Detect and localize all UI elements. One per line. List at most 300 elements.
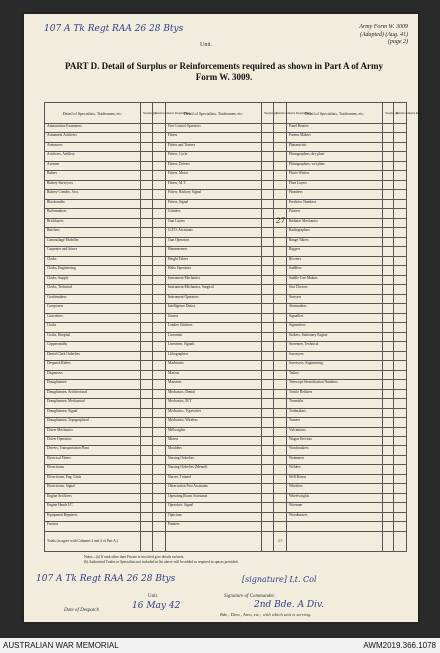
surplus-cell: [383, 361, 394, 370]
table-row: [45, 436, 407, 445]
specialist-name: Bakers: [45, 171, 141, 180]
specialist-name: Fitters, Cycle: [166, 152, 262, 161]
specialist-name: Machinists: [166, 361, 262, 370]
reinforcement-cell: [274, 427, 287, 436]
reinforcement-cell: [274, 237, 287, 246]
table-row: [45, 408, 407, 417]
specialist-name: Opticians: [166, 512, 262, 521]
reinforcement-cell: [394, 474, 407, 483]
reinforcement-cell: [153, 256, 166, 265]
specialist-name: Moulders: [166, 446, 262, 455]
specialist-name: Mechanics, Dental: [166, 389, 262, 398]
handwritten-unit-bottom: 107 A Tk Regt RAA 26 28 Btys: [36, 574, 176, 584]
handwritten-unit-top: 107 A Tk Regt RAA 26 28 Btys: [44, 24, 184, 34]
reinforcement-cell: [274, 380, 287, 389]
specialist-name: Draughtsmen, Signal: [45, 408, 141, 417]
specialist-name: Draughtsmen, Mechanical: [45, 399, 141, 408]
specialist-name: Despatch Riders: [45, 361, 141, 370]
specialist-name: Painters: [166, 522, 262, 532]
surplus-cell: [141, 152, 153, 161]
specialist-name: Riggers: [287, 247, 383, 256]
specialist-name: Surveyors, Engineering: [287, 361, 383, 370]
reinforcement-cell: [274, 275, 287, 284]
brigade-division: 2nd Bde. A Div.: [254, 600, 324, 610]
specialist-name: Watchmakers: [287, 446, 383, 455]
reinforcement-cell: [153, 180, 166, 189]
table-row: [45, 247, 407, 256]
reinforcement-cell: [394, 399, 407, 408]
specialist-name: Battery Comdrs. Asst.: [45, 190, 141, 199]
specialist-name: Wheelwrights: [287, 493, 383, 502]
table-row: [45, 399, 407, 408]
reinforcement-cell: [274, 484, 287, 493]
reinforcement-cell: [274, 161, 287, 170]
specialist-name: Masons: [166, 370, 262, 379]
specialist-name: Wagon Erectors: [287, 436, 383, 445]
surplus-cell: [383, 142, 394, 151]
specialist-name: Pharmacists: [287, 142, 383, 151]
specialist-name: Saddle Tree Makers: [287, 275, 383, 284]
reinforcement-cell: [153, 275, 166, 284]
specialist-name: Draughtsmen, Topographical: [45, 418, 141, 427]
surplus-cell: [383, 399, 394, 408]
specialist-name: Armament Artificers: [45, 133, 141, 142]
surplus-cell: [262, 342, 274, 351]
reinforcement-cell: [394, 304, 407, 313]
specialist-name: Cooks, Hospital: [45, 332, 141, 341]
reinforcement-cell: [394, 209, 407, 218]
specialist-name: Operating Room Assistants: [166, 493, 262, 502]
table-row: [45, 370, 407, 379]
reinforcement-cell: [394, 455, 407, 464]
reinforcement-cell: [394, 142, 407, 151]
surplus-cell: [383, 342, 394, 351]
unit-label: Unit.: [200, 42, 213, 48]
reinforcement-cell: [153, 218, 166, 227]
specialist-name: Electricians, Signal: [45, 484, 141, 493]
reinforcement-cell: [153, 361, 166, 370]
surplus-cell: [141, 323, 153, 332]
specialist-name: Well Borers: [287, 474, 383, 483]
surplus-cell: [383, 503, 394, 512]
reinforcement-cell: [394, 465, 407, 474]
reinforcement-cell: [153, 313, 166, 322]
table-row: [45, 190, 407, 199]
reinforcement-cell: [153, 351, 166, 360]
surplus-cell: [262, 503, 274, 512]
reinforcement-cell: [394, 247, 407, 256]
specialist-name: [287, 522, 383, 532]
reinforcement-cell: [274, 436, 287, 445]
specialist-name: Predictor Numbers: [287, 199, 383, 208]
surplus-cell: [262, 171, 274, 180]
surplus-cell: [141, 171, 153, 180]
note-line: (b) Authorised Trades or Specialists not included in list above will be added as required in spaces provided.: [84, 560, 239, 564]
specialist-name: Carpenter and Joiner: [45, 247, 141, 256]
specialist-name: Stokers, Stationary Engine: [287, 332, 383, 341]
dispatch-label: Date of Despatch: [64, 608, 99, 613]
reinf-header: Reinforcements Required (b): [274, 103, 287, 124]
surplus-cell: [262, 218, 274, 227]
reinforcement-cell: [274, 247, 287, 256]
surplus-cell: [262, 484, 274, 493]
specialist-name: Photographers, dry plate: [287, 152, 383, 161]
specialist-name: Sawyers: [287, 294, 383, 303]
table-row: [45, 474, 407, 483]
reinforcement-cell: [153, 209, 166, 218]
specialist-name: Fitters and Turners: [166, 142, 262, 151]
specialist-name: Saw Doctors: [287, 285, 383, 294]
reinforcement-cell: [394, 171, 407, 180]
surplus-cell: [262, 408, 274, 417]
specialist-name: Engine Artificers: [45, 493, 141, 502]
surplus-cell: [383, 275, 394, 284]
specialist-name: Helio Operators: [166, 266, 262, 275]
table-row: [45, 380, 407, 389]
specialist-name: Butchers: [45, 228, 141, 237]
reinforcement-cell: [274, 313, 287, 322]
surplus-cell: [383, 247, 394, 256]
reinforcement-cell: [394, 332, 407, 341]
specialist-name: Draughtsmen, Architectural: [45, 389, 141, 398]
specialist-name: Leather Stitchers: [166, 323, 262, 332]
surplus-cell: [262, 209, 274, 218]
surplus-cell: [383, 237, 394, 246]
surplus-cell: [383, 304, 394, 313]
reinforcement-cell: [394, 228, 407, 237]
note-line: Notes—(a) If rank other than Private is involved give details on back.: [84, 555, 185, 559]
reinforcement-cell: [274, 370, 287, 379]
reinforcement-cell: [394, 180, 407, 189]
specialist-name: Bricklayers: [45, 218, 141, 227]
table-row: [45, 323, 407, 332]
surplus-cell: [383, 522, 394, 532]
reinforcement-cell: [274, 304, 287, 313]
surplus-cell: [383, 294, 394, 303]
surplus-cell: [262, 522, 274, 532]
surplus-cell: [383, 218, 394, 227]
reinforcement-cell: [274, 266, 287, 275]
reinforcement-cell: [153, 389, 166, 398]
reinforcement-cell: [394, 522, 407, 532]
reinforcement-cell: [394, 389, 407, 398]
specialist-name: Artificers, Artillery: [45, 152, 141, 161]
surplus-cell: [383, 436, 394, 445]
surplus-cell: [141, 124, 153, 133]
reinforcement-cell: 27: [274, 218, 287, 227]
totals-required: 27: [274, 532, 287, 552]
reinforcement-cell: [394, 294, 407, 303]
surplus-cell: [141, 370, 153, 379]
specialist-name: Equipment Repairers: [45, 512, 141, 521]
specialist-name: Wiremen: [287, 503, 383, 512]
reinforcement-cell: [394, 218, 407, 227]
surplus-cell: [383, 380, 394, 389]
reinforcement-cell: [394, 484, 407, 493]
table-row: [45, 522, 407, 532]
reinforcement-cell: [153, 493, 166, 502]
reinforcement-cell: [394, 256, 407, 265]
form-sheet: [24, 14, 431, 622]
form-ref-line: (page 2): [387, 39, 408, 45]
specialist-name: Composers: [45, 304, 141, 313]
specialist-name: Miners: [166, 436, 262, 445]
specialist-name: Dispensers: [45, 370, 141, 379]
table-row: [45, 266, 407, 275]
reinforcement-cell: [274, 171, 287, 180]
surplus-cell: [383, 171, 394, 180]
surplus-cell: [262, 418, 274, 427]
surplus-cell: [141, 474, 153, 483]
specialist-name: Panel Beaters: [287, 124, 383, 133]
surplus-cell: [141, 190, 153, 199]
reinforcement-cell: [274, 522, 287, 532]
surplus-cell: [141, 199, 153, 208]
table-row: [45, 361, 407, 370]
totals-cell: [262, 532, 274, 552]
specialist-name: Printers: [287, 209, 383, 218]
reinforcement-cell: [153, 436, 166, 445]
surplus-cell: [262, 256, 274, 265]
specialist-name: Armourers: [45, 142, 141, 151]
reinforcement-cell: [394, 351, 407, 360]
surplus-cell: [383, 285, 394, 294]
surplus-cell: [383, 351, 394, 360]
specialists-table: [44, 102, 431, 552]
surplus-cell: [383, 313, 394, 322]
surplus-cell: [262, 493, 274, 502]
reinforcement-cell: [153, 455, 166, 464]
specialist-name: Battery Surveyors: [45, 180, 141, 189]
surplus-cell: [141, 455, 153, 464]
reinforcement-cell: [153, 522, 166, 532]
reinforcement-cell: [394, 133, 407, 142]
surplus-cell: [262, 285, 274, 294]
reinforcement-cell: [153, 332, 166, 341]
specialist-name: Cooks: [45, 323, 141, 332]
surplus-cell: [141, 304, 153, 313]
specialist-name: Plate Layers: [287, 180, 383, 189]
totals-row: [45, 532, 407, 552]
specialist-name: Height Takers: [166, 256, 262, 265]
specialist-name: G.P.O. Assistants: [166, 228, 262, 237]
reinforcement-cell: [153, 399, 166, 408]
reinforcement-cell: [153, 484, 166, 493]
surplus-header: Surplus (a): [262, 103, 274, 124]
table-row: [45, 427, 407, 436]
table-row: [45, 285, 407, 294]
reinforcement-cell: [394, 237, 407, 246]
reinforcement-cell: [274, 503, 287, 512]
reinforcement-cell: [274, 285, 287, 294]
specialist-name: Fitters, M.T.: [166, 180, 262, 189]
specialist-name: Driver Mechanics: [45, 427, 141, 436]
specialist-name: Millwrights: [166, 427, 262, 436]
specialist-name: Storemen, Technical: [287, 342, 383, 351]
specialist-name: Watermen: [287, 455, 383, 464]
table-row: [45, 389, 407, 398]
specialist-name: Turners: [287, 418, 383, 427]
specialist-name: Pattern Makers: [287, 133, 383, 142]
reinforcement-cell: [153, 124, 166, 133]
reinforcement-cell: [153, 228, 166, 237]
reinforcement-cell: [274, 142, 287, 151]
reinforcement-cell: [394, 503, 407, 512]
reinforcement-cell: [153, 237, 166, 246]
surplus-cell: [383, 152, 394, 161]
surplus-cell: [141, 256, 153, 265]
specialist-name: Instrument Operators: [166, 294, 262, 303]
form-ref-line: (Adapted) (Aug. 41): [359, 31, 408, 38]
totals-cell: [166, 532, 262, 552]
surplus-cell: [141, 180, 153, 189]
reinforcement-cell: [153, 285, 166, 294]
reinforcement-cell: [153, 199, 166, 208]
archive-name: AUSTRALIAN WAR MEMORIAL: [3, 641, 119, 650]
specialist-name: Woodturners: [287, 512, 383, 521]
surplus-cell: [141, 237, 153, 246]
reinforcement-cell: [274, 408, 287, 417]
table-row: [45, 171, 407, 180]
surplus-cell: [383, 408, 394, 417]
table-row: [45, 313, 407, 322]
reinforcement-cell: [394, 446, 407, 455]
table-row: [45, 304, 407, 313]
table-row: [45, 512, 407, 521]
specialist-name: Engine Hands I/C: [45, 503, 141, 512]
surplus-cell: [383, 209, 394, 218]
reinf-header: Reinforcements Required (b): [394, 103, 407, 124]
reinforcement-cell: [153, 380, 166, 389]
specialist-name: Clerks, Technical: [45, 285, 141, 294]
reinforcement-cell: [153, 323, 166, 332]
specialist-name: Gun Layers: [166, 218, 262, 227]
spec-header: Detail of Specialists, Tradesmen, etc.: [287, 103, 383, 124]
specialist-name: Farriers: [45, 522, 141, 532]
surplus-cell: [141, 399, 153, 408]
reinforcement-cell: [274, 152, 287, 161]
surplus-cell: [262, 190, 274, 199]
surplus-cell: [262, 237, 274, 246]
totals-cell: [141, 532, 153, 552]
surplus-cell: [262, 124, 274, 133]
specialist-name: Clerks: [45, 256, 141, 265]
surplus-cell: [141, 380, 153, 389]
surplus-cell: [383, 256, 394, 265]
surplus-cell: [383, 266, 394, 275]
table-row: [45, 418, 407, 427]
reinforcement-cell: [153, 370, 166, 379]
specialist-name: Surveyors: [287, 351, 383, 360]
reinforcement-cell: [394, 361, 407, 370]
reinforcement-cell: [153, 304, 166, 313]
specialist-name: Electrical Fitters: [45, 455, 141, 464]
reinforcement-cell: [274, 342, 287, 351]
table-row: [45, 161, 407, 170]
totals-cell: [153, 532, 166, 552]
reinforcement-cell: [394, 370, 407, 379]
specialist-name: Mechanics, Wireless: [166, 418, 262, 427]
surplus-cell: [141, 218, 153, 227]
specialist-name: Tailors: [287, 370, 383, 379]
table-row: [45, 503, 407, 512]
reinforcement-cell: [394, 408, 407, 417]
reinforcement-cell: [153, 418, 166, 427]
surplus-cell: [383, 190, 394, 199]
surplus-cell: [141, 351, 153, 360]
reinforcement-cell: [394, 124, 407, 133]
surplus-cell: [262, 361, 274, 370]
table-header-row: [45, 103, 407, 124]
reinforcement-cell: [153, 190, 166, 199]
specialist-name: Intelligence Duties: [166, 304, 262, 313]
specialist-name: Instrument Mechanics: [166, 275, 262, 284]
reinforcement-cell: [394, 427, 407, 436]
reinforcement-cell: [274, 190, 287, 199]
table-row: [45, 275, 407, 284]
surplus-cell: [262, 427, 274, 436]
surplus-cell: [141, 161, 153, 170]
table-row: [45, 256, 407, 265]
reinforcement-cell: [274, 124, 287, 133]
spec-header: Detail of Specialists, Tradesmen, etc.: [45, 103, 141, 124]
surplus-cell: [262, 161, 274, 170]
brigade-label: Bde., Divn., Area, etc., with which unit is serving.: [220, 612, 312, 617]
reinforcement-cell: [274, 455, 287, 464]
surplus-cell: [383, 465, 394, 474]
surplus-cell: [262, 474, 274, 483]
spec-header: Detail of Specialists, Tradesmen, etc.: [166, 103, 262, 124]
specialist-name: Electricians: [45, 465, 141, 474]
specialist-name: Nursing Orderlies (Mental): [166, 465, 262, 474]
table-row: [45, 199, 407, 208]
surplus-cell: [262, 370, 274, 379]
specialist-name: Range Takers: [287, 237, 383, 246]
surplus-cell: [262, 455, 274, 464]
surplus-cell: [262, 436, 274, 445]
surplus-cell: [141, 361, 153, 370]
surplus-cell: [141, 142, 153, 151]
surplus-cell: [262, 389, 274, 398]
specialist-name: Draughtsmen: [45, 380, 141, 389]
specialist-name: Photo-Writers: [287, 171, 383, 180]
commander-signature: [signature] Lt. Col: [242, 575, 317, 584]
reinforcement-cell: [153, 465, 166, 474]
reinforcement-cell: [394, 152, 407, 161]
specialist-name: Blacksmiths: [45, 199, 141, 208]
surplus-cell: [383, 474, 394, 483]
reinforcement-cell: [153, 266, 166, 275]
surplus-cell: [141, 493, 153, 502]
surplus-cell: [141, 133, 153, 142]
reinforcement-cell: [394, 493, 407, 502]
table-row: [45, 342, 407, 351]
reinforcement-cell: [394, 380, 407, 389]
surplus-cell: [141, 342, 153, 351]
specialist-name: Clerks, Supply: [45, 275, 141, 284]
reinforcement-cell: [274, 133, 287, 142]
surplus-cell: [383, 389, 394, 398]
specialist-name: Joiners: [166, 313, 262, 322]
reinforcement-cell: [274, 446, 287, 455]
table-row: [45, 237, 407, 246]
reinforcement-cell: [153, 294, 166, 303]
surplus-cell: [262, 275, 274, 284]
reinforcement-cell: [153, 446, 166, 455]
specialist-name: Tinsmiths: [287, 399, 383, 408]
table-row: [45, 351, 407, 360]
reinforcement-cell: [153, 247, 166, 256]
